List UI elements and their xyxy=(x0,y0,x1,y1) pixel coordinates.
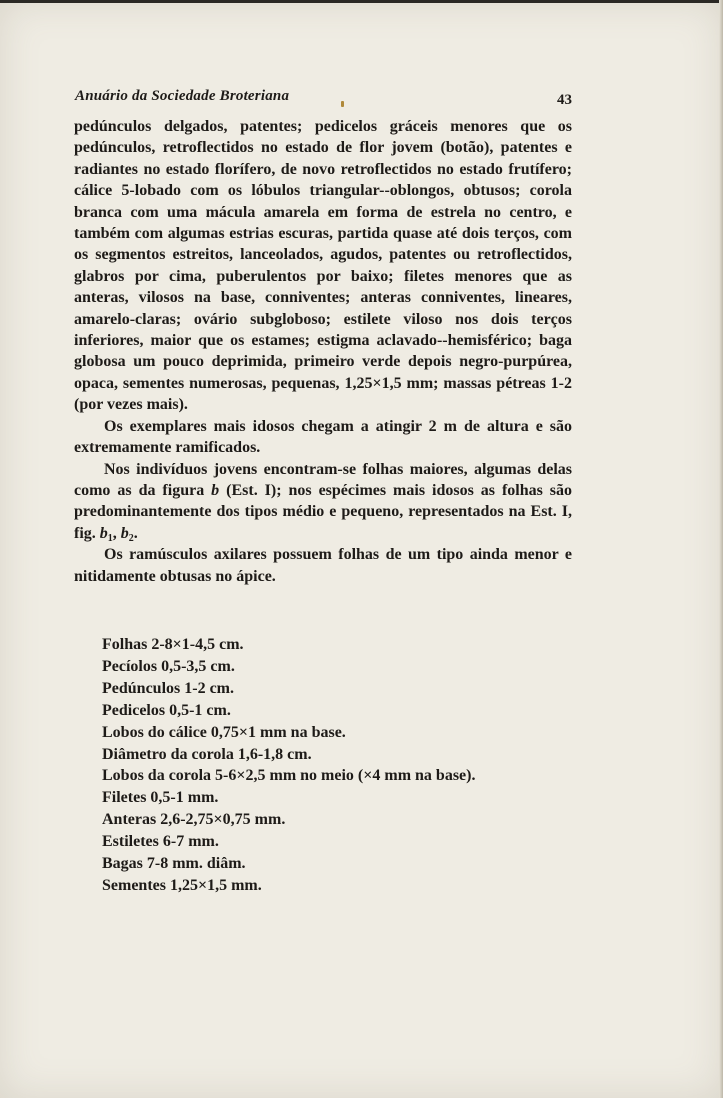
figure-ref-b2-subscript: 2 xyxy=(128,532,134,544)
measurement-seeds: Sementes 1,25×1,5 mm. xyxy=(102,876,262,894)
page-top-edge xyxy=(0,0,723,3)
figure-ref-b2: b xyxy=(120,524,129,542)
measurement-filaments: Filetes 0,5-1 mm. xyxy=(102,789,219,807)
measurement-peduncles: Pedúnculos 1-2 cm. xyxy=(102,679,234,697)
leaf-figures-text-end: . xyxy=(133,524,138,542)
measurement-leaves: Folhas 2-8×1-4,5 cm. xyxy=(102,636,244,653)
growth-paragraph: Os exemplares mais idosos chegam a atingir 2 m de altura e são extremamente ramificados. xyxy=(74,417,572,457)
measurement-calyx-lobes: Lobos do cálice 0,75×1 mm na base. xyxy=(102,723,346,741)
figure-ref-b1-subscript: 1 xyxy=(107,532,113,544)
measurement-berries: Bagas 7-8 mm. diâm. xyxy=(102,855,246,873)
description-paragraph: pedúnculos delgados, patentes; pedicelos gráceis menores que os pedúnculos, retroflectidos no estado de flor jovem (botão), patentes e radiantes no estado florífero, de novo retroflectidos no estado frutífero; cálice 5-lobado com os lóbulos triangular--oblongos, obtusos; corola branca com uma mácula amarela em forma de estrela no centro, e também com algumas estrias escuras, partida quase até dois terços, com os segmentos estreitos, lanceolados, agudos, patentes ou retroflectidos, glabros por cima, puberulentos por baixo; filetes menores que as anteras, vilosos na base, conniventes; anteras conniventes, lineares, amarelo-claras; ovário subgloboso; estilete viloso nos dois terços inferiores, maior que os estames; estigma aclavado--hemisférico; baga globosa um pouco deprimida, primeiro verde depois negro-purpúrea, opaca, sementes numerosas, pequenas, 1,25×1,5 mm; massas pétreas 1-2 (por vezes mais). xyxy=(74,118,572,414)
figure-ref-b: b xyxy=(211,481,220,499)
page-number: 43 xyxy=(557,92,572,108)
measurement-anthers: Anteras 2,6-2,75×0,75 mm. xyxy=(102,811,286,829)
axillary-branches-paragraph: Os ramúsculos axilares possuem folhas de um tipo ainda menor e nitidamente obtusas no ápice. xyxy=(74,546,572,585)
measurements-list xyxy=(74,634,572,897)
measurement-corolla-diameter: Diâmetro da corola 1,6-1,8 cm. xyxy=(102,745,312,763)
measurement-pedicels: Pedicelos 0,5-1 cm. xyxy=(102,701,231,719)
page-right-edge xyxy=(719,0,723,1098)
leaf-figures-text-start: Nos indivíduos jovens encontram-se folhas maiores, algumas delas como as da figura xyxy=(74,460,572,499)
leaf-figures-text-middle: (Est. I); nos espécimes mais idosos as folhas são predominantemente dos tipos médio e pequeno, representados na Est. I, fig. xyxy=(74,481,573,542)
leaf-figures-paragraph xyxy=(74,459,572,545)
description-body xyxy=(74,116,572,587)
measurement-corolla-lobes: Lobos da corola 5-6×2,5 mm no meio (×4 mm na base). xyxy=(102,767,476,785)
ink-mark xyxy=(341,101,344,107)
measurements-block xyxy=(74,634,572,897)
measurement-styles: Estiletes 6-7 mm. xyxy=(102,833,219,851)
figure-ref-b1: b xyxy=(99,524,108,542)
figure-ref-separator: , xyxy=(112,524,117,542)
running-title: Anuário da Sociedade Broteriana xyxy=(75,88,290,104)
measurement-petioles: Pecíolos 0,5-3,5 cm. xyxy=(102,657,235,675)
